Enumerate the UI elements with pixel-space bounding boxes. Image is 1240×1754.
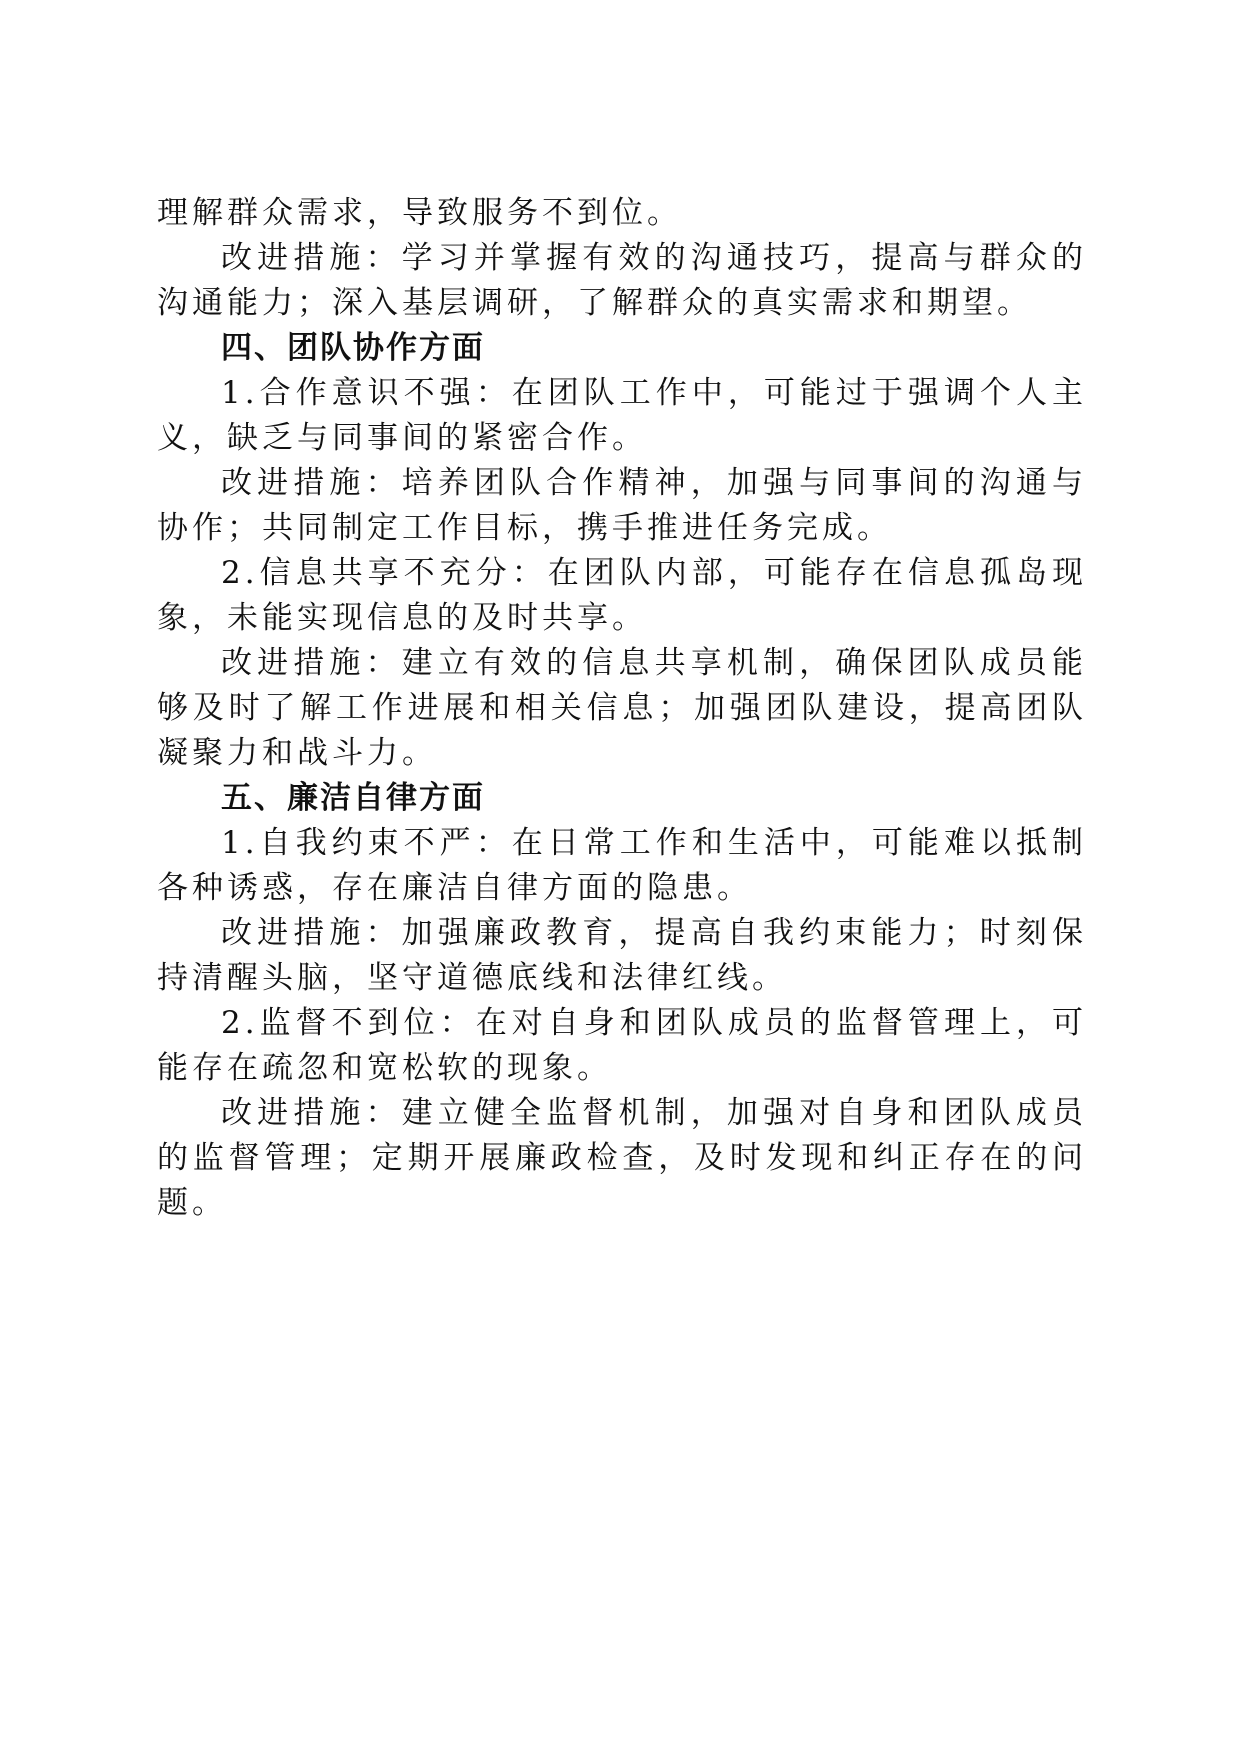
paragraph-improvement-communication: 改进措施：学习并掌握有效的沟通技巧，提高与群众的沟通能力；深入基层调研，了解群众的真实需求和期望。 bbox=[157, 240, 1087, 321]
paragraph-issue-cooperation: 1.合作意识不强：在团队工作中，可能过于强调个人主义，缺乏与同事间的紧密合作。 bbox=[157, 375, 1087, 456]
paragraph-issue-self-discipline: 1.自我约束不严：在日常工作和生活中，可能难以抵制各种诱惑，存在廉洁自律方面的隐患。 bbox=[157, 825, 1087, 906]
paragraph-improvement-info-sharing: 改进措施：建立有效的信息共享机制，确保团队成员能够及时了解工作进展和相关信息；加强团队建设，提高团队凝聚力和战斗力。 bbox=[157, 645, 1087, 771]
paragraph-issue-info-sharing: 2.信息共享不充分：在团队内部，可能存在信息孤岛现象，未能实现信息的及时共享。 bbox=[157, 555, 1087, 636]
paragraph-issue-supervision: 2.监督不到位：在对自身和团队成员的监督管理上，可能存在疏忽和宽松软的现象。 bbox=[157, 1005, 1087, 1086]
section-heading-teamwork: 四、团队协作方面 bbox=[221, 330, 485, 366]
paragraph-continuation: 理解群众需求，导致服务不到位。 bbox=[157, 195, 682, 231]
paragraph-improvement-supervision: 改进措施：建立健全监督机制，加强对自身和团队成员的监督管理；定期开展廉政检查，及时发现和纠正存在的问题。 bbox=[157, 1095, 1087, 1221]
document-body bbox=[157, 191, 1087, 1226]
paragraph-improvement-cooperation: 改进措施：培养团队合作精神，加强与同事间的沟通与协作；共同制定工作目标，携手推进任务完成。 bbox=[157, 465, 1087, 546]
section-heading-integrity: 五、廉洁自律方面 bbox=[221, 780, 485, 816]
paragraph-improvement-self-discipline: 改进措施：加强廉政教育，提高自我约束能力；时刻保持清醒头脑，坚守道德底线和法律红线。 bbox=[157, 915, 1087, 996]
